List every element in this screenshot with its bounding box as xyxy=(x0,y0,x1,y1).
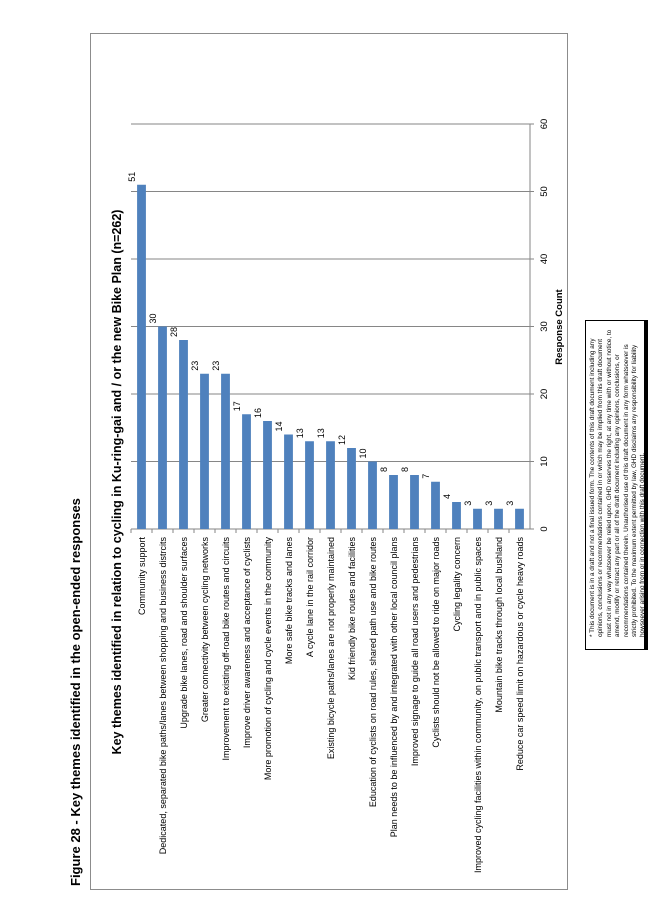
chart-frame xyxy=(90,33,568,890)
x-tick-label: 30 xyxy=(539,321,550,332)
chart-title: Key themes identified in relation to cycling in Ku-ring-gai and / or the new Bike Plan (n=262) xyxy=(110,209,124,755)
category-label: A cycle lane in the rail corridor xyxy=(305,537,315,658)
data-label: 10 xyxy=(358,448,369,459)
data-label: 28 xyxy=(169,326,180,337)
x-tick-label: 60 xyxy=(539,118,550,130)
bar xyxy=(263,421,272,529)
bar xyxy=(389,475,398,529)
data-label: 8 xyxy=(379,466,390,472)
bar xyxy=(431,482,440,529)
bar xyxy=(410,475,419,529)
data-label: 17 xyxy=(232,401,243,412)
bar xyxy=(221,374,230,529)
bar xyxy=(515,509,524,529)
category-label: Plan needs to be influenced by and integrated with other local council plans xyxy=(389,537,399,838)
bar xyxy=(452,502,461,529)
data-label: 3 xyxy=(505,500,516,506)
figure-caption: Figure 28 - Key themes identified in the open-ended responses xyxy=(68,498,83,886)
category-label: Improved cycling facilities within community, on public transport and in public spaces xyxy=(473,537,483,873)
category-label: Education of cyclists on road rules, shared path use and bike routes xyxy=(368,537,378,808)
category-label: Improved signage to guide all road users and pedestrians xyxy=(410,537,420,767)
category-label: More safe bike tracks and lanes xyxy=(284,537,294,665)
bar xyxy=(347,448,356,529)
data-label: 4 xyxy=(442,493,453,499)
bar xyxy=(494,509,503,529)
category-label: Cyclists should not be allowed to ride on major roads xyxy=(431,537,441,748)
data-label: 7 xyxy=(421,473,432,479)
bar xyxy=(242,414,251,529)
data-label: 23 xyxy=(211,360,222,371)
bar xyxy=(179,340,188,529)
category-label: Community support xyxy=(137,537,147,616)
category-label: Cycling legality concern xyxy=(452,537,462,632)
category-label: Mountain bike tracks through local bushland xyxy=(494,537,504,713)
data-label: 51 xyxy=(127,171,138,182)
x-tick-label: 10 xyxy=(539,456,550,467)
bar-chart xyxy=(91,32,569,889)
data-label: 13 xyxy=(295,428,306,439)
data-label: 3 xyxy=(463,500,474,506)
x-tick-label: 0 xyxy=(539,526,550,532)
bar xyxy=(368,462,377,530)
category-label: More promotion of cycling and cycle events in the community xyxy=(263,537,273,781)
disclaimer-note: * This document is in a draft and not a final issued form. The contents of this draft document including any opinions, conclusions or recommendations contained in or which may be implied from this draft document must not in any way whatsoever be relied upon. GHD reserves the right, at any time with or without notice, to amend, modify or retract any part or all of the draft document including any opinions, conclusions, or recommendations contained therein. Unauthorised use of this draft document in any form whatsoever is strictly prohibited. To the maximum extent permitted by law, GHD disclaims any responsibility for liability howsoever arising from or in connection with this draft document. xyxy=(585,320,645,650)
bar xyxy=(200,374,209,529)
bar xyxy=(284,435,293,530)
category-label: Greater connectivity between cycling networks xyxy=(200,537,210,723)
data-label: 13 xyxy=(316,428,327,439)
category-label: Dedicated, separated bike paths/lanes between shopping and business distrcits xyxy=(158,537,168,855)
bar xyxy=(137,185,146,529)
bar xyxy=(326,441,335,529)
x-tick-label: 50 xyxy=(539,186,550,197)
bar xyxy=(305,441,314,529)
x-tick-label: 40 xyxy=(539,253,550,265)
category-label: Upgrade bike lanes, road and shoulder surfaces xyxy=(179,537,189,729)
data-label: 30 xyxy=(148,313,159,324)
x-axis-label: Response Count xyxy=(554,289,565,365)
x-tick-label: 20 xyxy=(539,388,550,400)
category-label: Existing bicycle paths/lanes are not properly maintained xyxy=(326,537,336,760)
category-label: Improve driver awareness and acceptance of cyclists xyxy=(242,537,252,749)
data-label: 8 xyxy=(400,466,411,472)
category-label: Reduce car speed limit on hazardous or cycle heavy roads xyxy=(515,537,525,771)
category-label: Kid friendly bike routes and facilities xyxy=(347,537,357,681)
data-label: 14 xyxy=(274,421,285,432)
bar xyxy=(158,327,167,530)
data-label: 16 xyxy=(253,407,264,418)
data-label: 23 xyxy=(190,360,201,371)
data-label: 3 xyxy=(484,500,495,506)
bar xyxy=(473,509,482,529)
category-label: Improvement to existing off-road bike routes and circuits xyxy=(221,537,231,761)
data-label: 12 xyxy=(337,434,348,445)
